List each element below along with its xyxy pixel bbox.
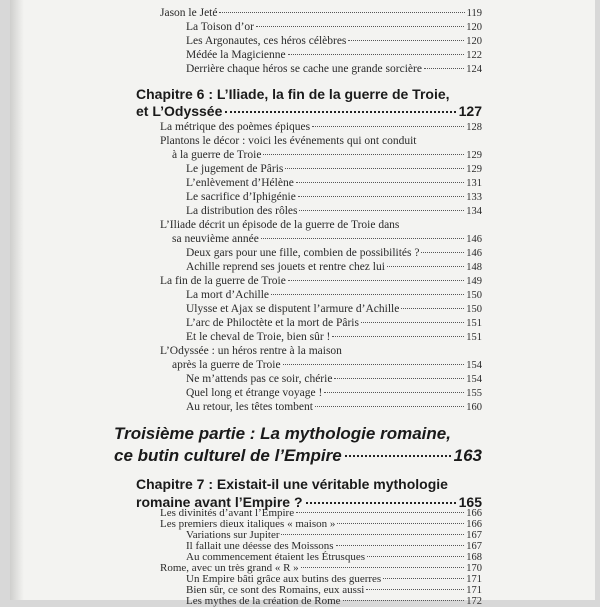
toc-entry: Bien sûr, ce sont des Romains, eux aussi 171 [186, 584, 482, 596]
chapter-7-title-line1: Chapitre 7 : Existait-il une véritable mythologie [136, 476, 448, 492]
chapter-6-title-line1: Chapitre 6 : L’Iliade, la fin de la guerre de Troie, [136, 86, 450, 102]
toc-entry: La mort d’Achille 150 [186, 289, 482, 301]
toc-entry: Les mythes de la création de Rome 172 [186, 595, 482, 607]
chapter-7-title-line2: romaine avant l’Empire ? 165 [136, 494, 482, 510]
toc-entry: La Toison d’or 120 [186, 21, 482, 33]
toc-entry: Le jugement de Pâris 129 [186, 163, 482, 175]
toc-entry: Au retour, les têtes tombent 160 [186, 401, 482, 413]
toc-entry: La distribution des rôles 134 [186, 205, 482, 217]
toc-entry: L’enlèvement d’Hélène 131 [186, 177, 482, 189]
toc-entry: Le sacrifice d’Iphigénie 133 [186, 191, 482, 203]
toc-entry: à la guerre de Troie 129 [172, 149, 482, 161]
toc-entry: après la guerre de Troie 154 [172, 359, 482, 371]
part-3-title-line2: ce butin culturel de l’Empire 163 [114, 446, 482, 465]
toc-entry: Et le cheval de Troie, bien sûr ! 151 [186, 331, 482, 343]
toc-entry: Jason le Jeté 119 [160, 7, 482, 19]
part-3-title-line1: Troisième partie : La mythologie romaine, [114, 424, 451, 443]
toc-entry: L’arc de Philoctète et la mort de Pâris 151 [186, 317, 482, 329]
toc-entry: Derrière chaque héros se cache une grande sorcière 124 [186, 63, 482, 75]
toc-entry: La fin de la guerre de Troie 149 [160, 275, 482, 287]
toc-entry: Il fallait une déesse des Moissons 167 [186, 540, 482, 552]
toc-entry: Deux gars pour une fille, combien de possibilités ? 146 [186, 247, 482, 259]
toc-entry: Les Argonautes, ces héros célèbres 120 [186, 35, 482, 47]
toc-entry: Achille reprend ses jouets et rentre chez lui 148 [186, 261, 482, 273]
toc-entry: Les divinités d’avant l’Empire 166 [160, 507, 482, 519]
toc-entry: Variations sur Jupiter 167 [186, 529, 482, 541]
toc-entry: L’Iliade décrit un épisode de la guerre de Troie dans [160, 219, 400, 231]
toc-entry: Un Empire bâti grâce aux butins des guerres 171 [186, 573, 482, 585]
toc-entry: Les premiers dieux italiques « maison » 166 [160, 518, 482, 530]
toc-entry: Rome, avec un très grand « R » 170 [160, 562, 482, 574]
toc-entry: Ulysse et Ajax se disputent l’armure d’Achille 150 [186, 303, 482, 315]
chapter-6-title-line2: et L’Odyssée 127 [136, 103, 482, 119]
page-gutter-shadow [10, 0, 24, 600]
toc-entry: Plantons le décor : voici les événements qui ont conduit [160, 135, 417, 147]
toc-entry: Au commencement étaient les Étrusques 168 [186, 551, 482, 563]
toc-entry: Ne m’attends pas ce soir, chérie 154 [186, 373, 482, 385]
toc-entry: sa neuvième année 146 [172, 233, 482, 245]
toc-entry: La métrique des poèmes épiques 128 [160, 121, 482, 133]
toc-entry: L’Odyssée : un héros rentre à la maison [160, 345, 342, 357]
toc-entry: Médée la Magicienne 122 [186, 49, 482, 61]
book-page [10, 0, 595, 607]
toc-entry: Quel long et étrange voyage ! 155 [186, 387, 482, 399]
